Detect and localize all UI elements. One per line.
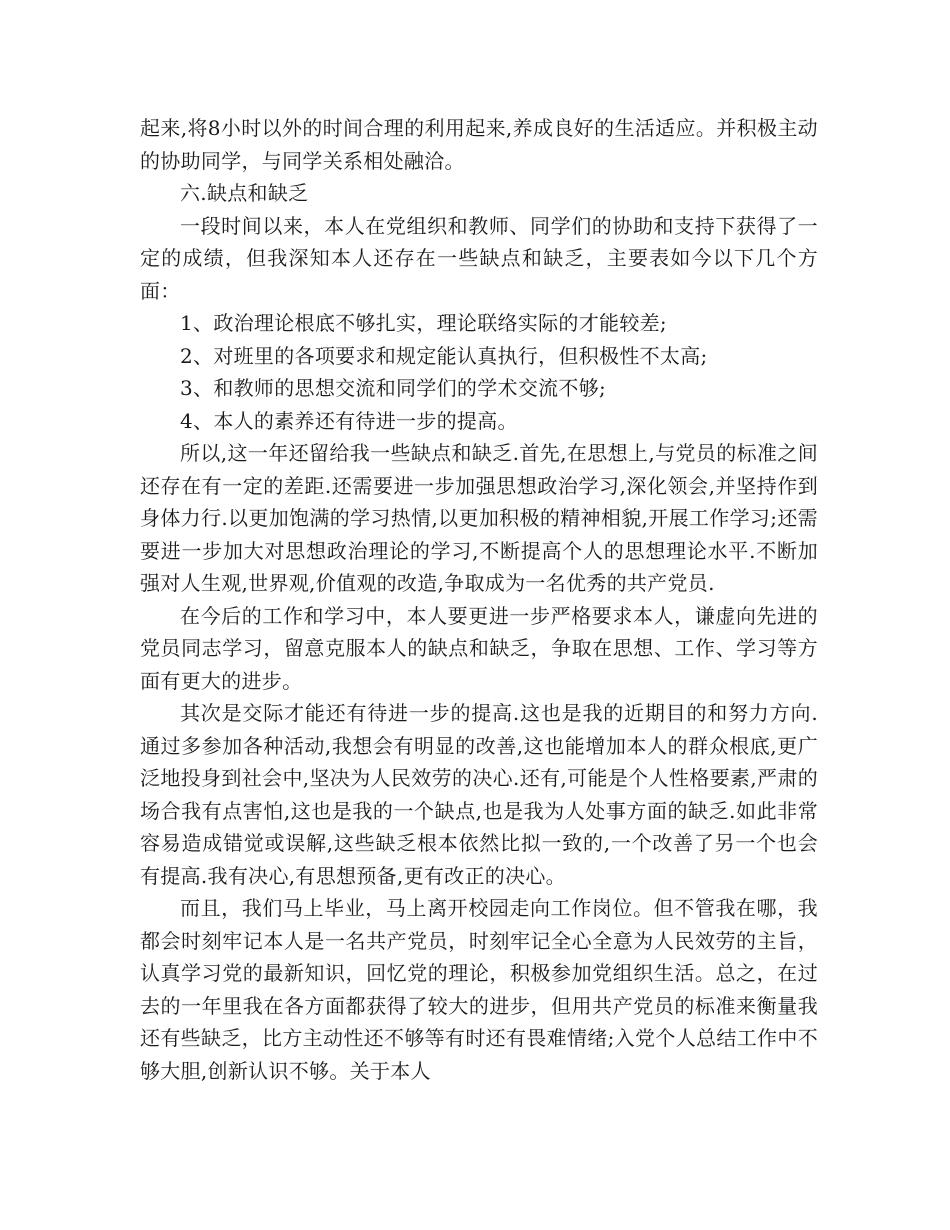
paragraph: 而且，我们马上毕业，马上离开校园走向工作岗位。但不管我在哪，我都会时刻牢记本人是一名共产党员，时刻牢记全心全意为人民效劳的主旨，认真学习党的最新知识，回忆党的理论，积极参加党组织生活。总之，在过去的一年里我在各方面都获得了较大的进步，但用共产党员的标准来衡量我还有些缺乏，比方主动性还不够等有时还有畏难情绪;入党个人总结工作中不够大胆,创新认识不够。关于本人: [140, 896, 818, 1083]
section-heading: 六.缺点和缺乏: [180, 181, 309, 205]
paragraph: 一段时间以来，本人在党组织和教师、同学们的协助和支持下获得了一定的成绩，但我深知本人还存在一些缺点和缺乏，主要表如今以下几个方面：: [140, 213, 818, 303]
document-body: [140, 112, 818, 1087]
list-item: 3、和教师的思想交流和同学们的学术交流不够;: [180, 376, 607, 400]
paragraph: 在今后的工作和学习中，本人要更进一步严格要求本人，谦虚向先进的党员同志学习，留意克服本人的缺点和缺乏，争取在思想、工作、学习等方面有更大的进步。: [140, 603, 818, 693]
list-item: 1、政治理论根底不够扎实，理论联络实际的才能较差;: [180, 311, 667, 335]
list-item: 4、本人的素养还有待进一步的提高。: [180, 408, 518, 433]
paragraph: 其次是交际才能还有待进一步的提高.这也是我的近期目的和努力方向.通过多参加各种活动,我想会有明显的改善,这也能增加本人的群众根底,更广泛地投身到社会中,坚决为人民效劳的决心.还有,可能是个人性格要素,严肃的场合我有点害怕,这也是我的一个缺点,也是我为人处事方面的缺乏.如此非常容易造成错觉或误解,这些缺乏根本依然比拟一致的,一个改善了另一个也会有提高.我有决心,有思想预备,更有改正的决心。: [140, 701, 818, 888]
list-item: 2、对班里的各项要求和规定能认真执行，但积极性不太高;: [180, 343, 708, 368]
paragraph: 所以,这一年还留给我一些缺点和缺乏.首先,在思想上,与党员的标准之间还存在有一定的差距.还需要进一步加强思想政治学习,深化领会,并坚持作到身体力行.以更加饱满的学习热情,以更加积极的精神相貌,开展工作学习;还需要进一步加大对思想政治理论的学习,不断提高个人的思想理论水平.不断加强对人生观,世界观,价值观的改造,争取成为一名优秀的共产党员.: [140, 441, 818, 595]
paragraph-continued: 起来,将8小时以外的时间合理的利用起来,养成良好的生活适应。并积极主动的协助同学，与同学关系相处融洽。: [140, 116, 818, 173]
